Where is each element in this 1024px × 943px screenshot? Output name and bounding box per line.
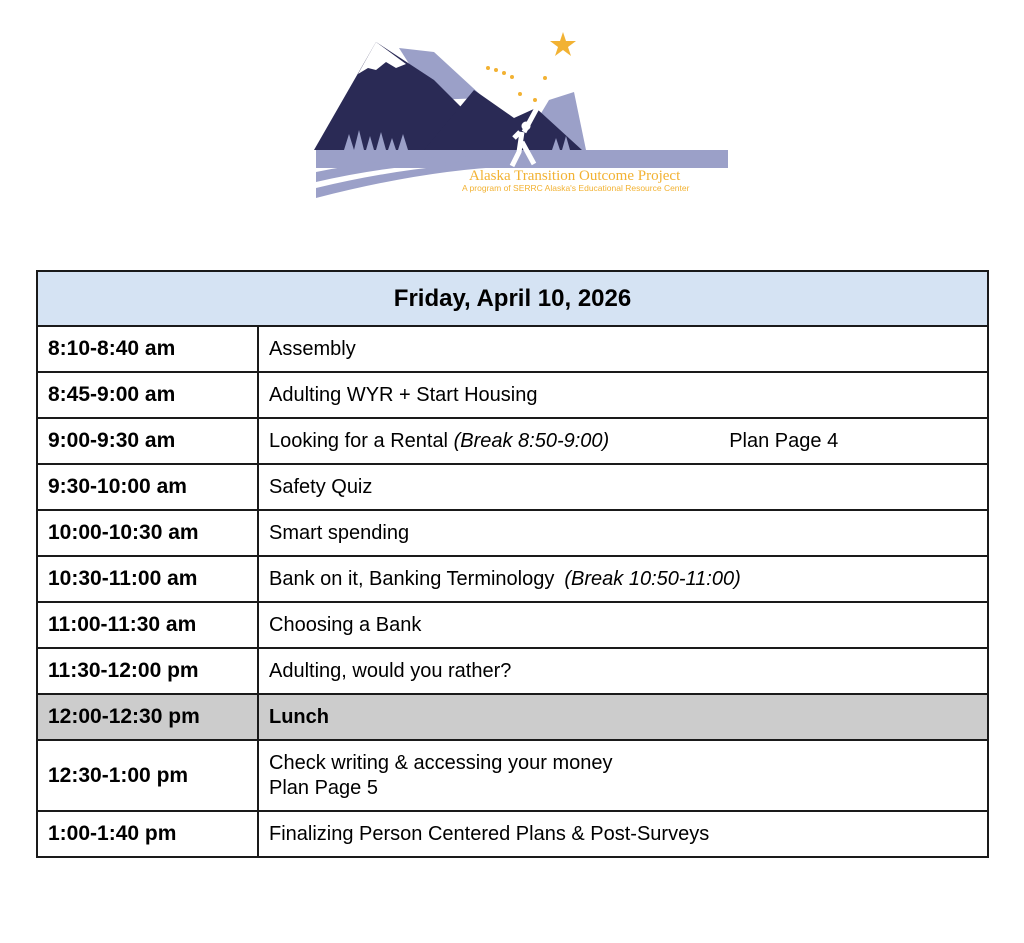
activity-cell [258,694,988,740]
activity-text: Check writing & accessing your money [269,751,613,774]
activity-cell [258,811,988,857]
time-cell: 10:00-10:30 am [37,510,258,556]
time-cell: 9:30-10:00 am [37,464,258,510]
activity-cell [258,418,988,464]
activity-cell [258,372,988,418]
table-row [37,464,988,510]
time-cell: 10:30-11:00 am [37,556,258,602]
activity-cell [258,648,988,694]
activity-text: Lunch [269,705,329,728]
time-cell: 8:10-8:40 am [37,326,258,372]
time-cell: 12:30-1:00 pm [37,740,258,811]
activity-text: Finalizing Person Centered Plans & Post-Surveys [269,822,710,845]
table-row [37,372,988,418]
table-row [37,811,988,857]
logo-subtitle: A program of SERRC Alaska's Educational Resource Center [462,183,690,193]
activity-text: Assembly [269,337,356,360]
program-logo [314,30,734,202]
table-row [37,740,988,811]
time-cell: 8:45-9:00 am [37,372,258,418]
plan-page-note: Plan Page 5 [269,776,378,799]
break-note: (Break 8:50-9:00) [453,429,610,452]
activity-text: Adulting, would you rather? [269,659,512,682]
activity-text: Bank on it, Banking Terminology [269,567,555,590]
activity-cell [258,326,988,372]
activity-cell [258,602,988,648]
time-cell: 12:00-12:30 pm [37,694,258,740]
activity-text: Smart spending [269,521,410,544]
time-cell: 9:00-9:30 am [37,418,258,464]
activity-cell [258,740,988,811]
activity-cell [258,556,988,602]
schedule-table [36,270,989,858]
table-row-lunch [37,694,988,740]
time-cell: 1:00-1:40 pm [37,811,258,857]
time-cell: 11:00-11:30 am [37,602,258,648]
table-row [37,418,988,464]
plan-page-note: Plan Page 4 [729,429,839,452]
star-icon [486,32,576,102]
schedule-date: Friday, April 10, 2026 [37,271,988,326]
table-row [37,648,988,694]
activity-text: Adulting WYR + Start Housing [269,383,538,406]
activity-text: Choosing a Bank [269,613,422,636]
break-note: (Break 10:50-11:00) [564,567,741,590]
table-row [37,556,988,602]
table-row [37,326,988,372]
table-row [37,602,988,648]
activity-text: Safety Quiz [269,475,373,498]
activity-cell [258,510,988,556]
table-header-row [37,271,988,326]
activity-text: Looking for a Rental [269,429,449,452]
logo-title: Alaska Transition Outcome Project [469,168,681,184]
time-cell: 11:30-12:00 pm [37,648,258,694]
activity-cell [258,464,988,510]
table-row [37,510,988,556]
